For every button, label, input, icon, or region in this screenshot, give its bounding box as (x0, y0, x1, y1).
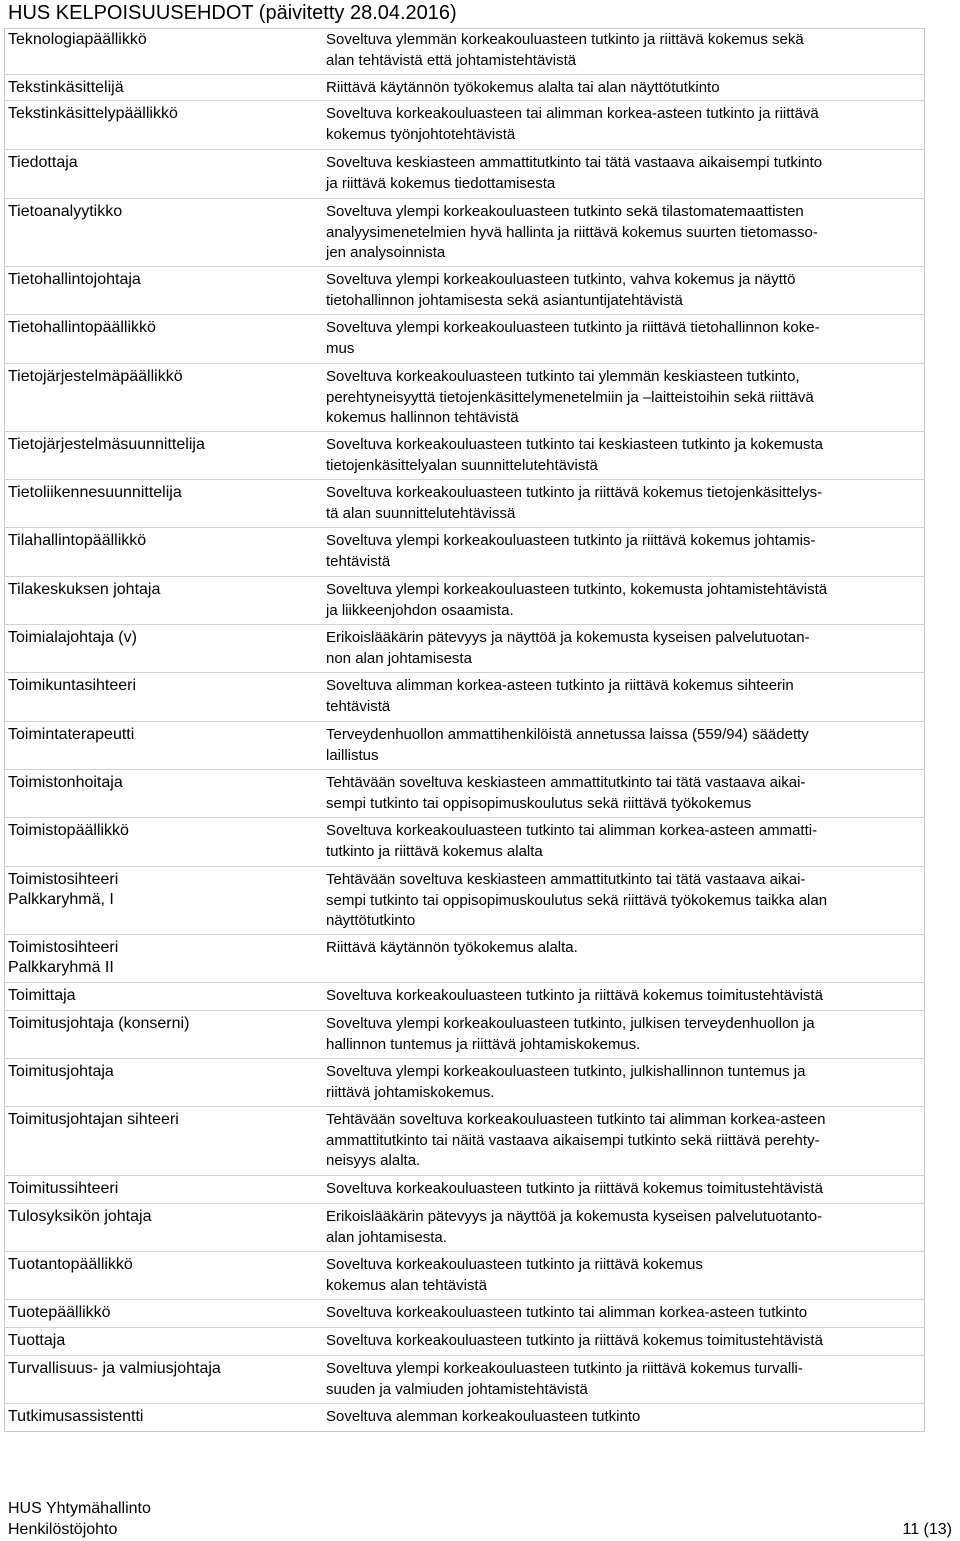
row-divider (4, 527, 925, 528)
requirement-line: sempi tutkinto tai oppisopimuskoulutus sekä riittävä työkokemus (326, 794, 752, 812)
requirement-line: Riittävä käytännön työkokemus alalta. (326, 939, 578, 956)
job-title-line: Tietohallintopäällikkö (8, 319, 156, 336)
requirement-line: laillistus (326, 746, 379, 764)
requirement-line: kokemus hallinnon tehtävistä (326, 409, 519, 426)
row-divider (4, 266, 925, 267)
job-title (8, 580, 308, 600)
requirement-line: tä alan suunnittelutehtävissä (326, 504, 516, 522)
qualification-requirement (326, 483, 922, 524)
job-title (8, 628, 308, 648)
row-divider (4, 149, 925, 150)
job-title-line: Toimitusjohtajan sihteeri (8, 1111, 179, 1128)
requirement-line: Soveltuva korkeakouluasteen tutkinto ja riittävä kokemus tietojenkäsittelys- (326, 484, 823, 501)
job-title (8, 773, 308, 793)
row-divider (4, 1327, 925, 1328)
requirement-line: Erikoislääkärin pätevyys ja näyttöä ja kokemusta kyseisen palvelutuotanto- (326, 1208, 823, 1225)
requirement-line: Soveltuva korkeakouluasteen tutkinto ja riittävä kokemus (326, 1256, 703, 1273)
job-title-line: Palkkaryhmä, I (8, 891, 114, 908)
job-title-line: Tuottaja (8, 1332, 66, 1349)
requirement-line: kokemus alan tehtävistä (326, 1276, 487, 1294)
job-title (8, 1359, 308, 1379)
qualification-requirement (326, 1014, 922, 1055)
job-title (8, 483, 308, 503)
requirement-line: Soveltuva korkeakouluasteen tai alimman korkea-asteen tutkinto ja riittävä (326, 105, 819, 122)
job-title-line: Tekstinkäsittelijä (8, 79, 124, 96)
requirement-line: suuden ja valmiuden johtamistehtävistä (326, 1380, 588, 1398)
requirement-line: non alan johtamisesta (326, 649, 472, 667)
page-number: 11 (13) (902, 1521, 952, 1538)
requirement-line: Soveltuva korkeakouluasteen tutkinto tai alimman korkea-asteen ammatti- (326, 822, 818, 839)
row-divider (4, 1355, 925, 1356)
job-title-line: Toimitusjohtaja (8, 1063, 114, 1080)
qualification-requirement (326, 318, 922, 359)
job-title-line: Tiedottaja (8, 154, 78, 171)
footer-organization: HUS Yhtymähallinto (8, 1500, 151, 1517)
requirement-line: alan tehtävistä että johtamistehtävistä (326, 51, 577, 69)
qualification-requirement (326, 725, 922, 766)
job-title-line: Toimitussihteeri (8, 1180, 119, 1197)
requirement-line: näyttötutkinto (326, 912, 416, 929)
requirement-line: jen analysoinnista (326, 244, 446, 261)
page-title: HUS KELPOISUUSEHDOT (päivitetty 28.04.2016) (8, 2, 457, 24)
row-divider (4, 479, 925, 480)
requirement-line: Soveltuva korkeakouluasteen tutkinto ja riittävä kokemus toimitustehtävistä (326, 987, 823, 1004)
requirement-line: sempi tutkinto tai oppisopimuskoulutus sekä riittävä työkokemus taikka alan (326, 891, 828, 909)
job-title (8, 367, 308, 387)
requirement-line: Soveltuva alemman korkeakouluasteen tutkinto (326, 1408, 641, 1425)
qualification-requirement (326, 30, 922, 71)
job-title-line: Toimistosihteeri (8, 871, 119, 888)
row-divider (4, 314, 925, 315)
row-divider (4, 1175, 925, 1176)
row-divider (4, 769, 925, 770)
requirement-line: Soveltuva ylempi korkeakouluasteen tutkinto ja riittävä kokemus johtamis- (326, 532, 816, 549)
qualification-requirement (326, 367, 922, 429)
job-title-line: Tietoliikennesuunnittelija (8, 484, 182, 501)
qualification-requirement (326, 270, 922, 311)
qualification-requirement (326, 986, 922, 1007)
row-divider (4, 100, 925, 101)
job-title (8, 78, 308, 98)
job-title (8, 153, 308, 173)
row-divider (4, 1299, 925, 1300)
requirement-line: Soveltuva korkeakouluasteen tutkinto ja riittävä kokemus toimitustehtävistä (326, 1180, 823, 1197)
job-title-line: Toimitusjohtaja (konserni) (8, 1015, 190, 1032)
job-title-line: Tuotantopäällikkö (8, 1256, 133, 1273)
requirement-line: Soveltuva korkeakouluasteen tutkinto tai alimman korkea-asteen tutkinto (326, 1304, 808, 1321)
job-title (8, 1014, 308, 1034)
job-title-line: Turvallisuus- ja valmiusjohtaja (8, 1360, 221, 1377)
requirement-line: tehtävistä (326, 552, 391, 570)
job-title (8, 1207, 308, 1227)
row-divider (4, 198, 925, 199)
requirement-line: Tehtävään soveltuva korkeakouluasteen tutkinto tai alimman korkea-asteen (326, 1111, 826, 1128)
qualification-requirement (326, 773, 922, 814)
requirement-line: Soveltuva korkeakouluasteen tutkinto tai keskiasteen tutkinto ja kokemusta (326, 436, 823, 453)
requirement-line: Terveydenhuollon ammattihenkilöistä annetussa laissa (559/94) säädetty (326, 726, 809, 743)
qualification-requirement (326, 1207, 922, 1248)
job-title (8, 270, 308, 290)
job-title (8, 870, 308, 910)
qualification-requirement (326, 580, 922, 621)
job-title (8, 1179, 308, 1199)
row-divider (4, 817, 925, 818)
row-divider (4, 982, 925, 983)
requirement-line: neisyys alalta. (326, 1152, 421, 1169)
requirement-line: alan johtamisesta. (326, 1228, 447, 1246)
requirement-line: Soveltuva ylempi korkeakouluasteen tutkinto, vahva kokemus ja näyttö (326, 271, 796, 288)
job-title-line: Tekstinkäsittelypäällikkö (8, 105, 178, 122)
requirement-line: Tehtävään soveltuva keskiasteen ammattitutkinto tai tätä vastaava aikai- (326, 871, 806, 888)
qualification-requirement (326, 1255, 922, 1296)
requirement-line: perehtyneisyyttä tietojenkäsittelymenetelmiin ja –laitteistoihin sekä riittävä (326, 388, 814, 406)
requirement-line: ja liikkeenjohdon osaamista. (326, 601, 514, 619)
job-title-line: Toimintaterapeutti (8, 726, 135, 743)
job-title (8, 1255, 308, 1275)
row-divider (4, 624, 925, 625)
job-title-line: Toimistopäällikkö (8, 822, 129, 839)
job-title (8, 435, 308, 455)
job-title (8, 30, 308, 50)
job-title-line: Tietoanalyytikko (8, 203, 123, 220)
requirement-line: tutkinto ja riittävä kokemus alalta (326, 842, 543, 860)
requirement-line: ammattitutkinto tai näitä vastaava aikaisempi tutkinto sekä riittävä perehty- (326, 1131, 820, 1149)
requirement-line: tietohallinnon johtamisesta sekä asiantuntijatehtävistä (326, 291, 683, 309)
requirement-line: mus (326, 339, 355, 357)
requirement-line: Riittävä käytännön työkokemus alalta tai alan näyttötutkinto (326, 79, 720, 96)
job-title-line: Tulosyksikön johtaja (8, 1208, 152, 1225)
job-title (8, 1110, 308, 1130)
requirement-line: Soveltuva alimman korkea-asteen tutkinto ja riittävä kokemus sihteerin (326, 677, 794, 694)
qualification-requirement (326, 821, 922, 862)
job-title-line: Tilakeskuksen johtaja (8, 581, 161, 598)
job-title (8, 1331, 308, 1351)
qualification-requirement (326, 1062, 922, 1103)
requirement-line: Soveltuva ylemmän korkeakouluasteen tutkinto ja riittävä kokemus sekä (326, 31, 804, 48)
job-title (8, 1062, 308, 1082)
job-title-line: Teknologiapäällikkö (8, 31, 147, 48)
qualification-requirement (326, 202, 922, 264)
job-title (8, 938, 308, 978)
requirement-line: Tehtävään soveltuva keskiasteen ammattitutkinto tai tätä vastaava aikai- (326, 774, 806, 791)
requirement-line: Soveltuva korkeakouluasteen tutkinto tai ylemmän keskiasteen tutkinto, (326, 368, 800, 385)
row-divider (4, 1106, 925, 1107)
job-title-line: Tietojärjestelmäsuunnittelija (8, 436, 205, 453)
job-title (8, 1303, 308, 1323)
qualification-requirement (326, 870, 922, 932)
qualification-requirement (326, 676, 922, 717)
qualification-requirement (326, 104, 922, 145)
qualification-requirement (326, 435, 922, 476)
requirement-line: Soveltuva ylempi korkeakouluasteen tutkinto, julkishallinnon tuntemus ja (326, 1063, 806, 1080)
job-title-line: Toimialajohtaja (v) (8, 629, 137, 646)
requirement-line: Soveltuva ylempi korkeakouluasteen tutkinto sekä tilastomatemaattisten (326, 203, 804, 220)
row-divider (4, 866, 925, 867)
qualification-requirement (326, 531, 922, 572)
row-divider (4, 74, 925, 75)
qualification-requirement (326, 78, 922, 99)
qualification-requirement (326, 628, 922, 669)
qualification-requirement (326, 1303, 922, 1324)
job-title (8, 821, 308, 841)
row-divider (4, 1403, 925, 1404)
requirement-line: Soveltuva ylempi korkeakouluasteen tutkinto, julkisen terveydenhuollon ja (326, 1015, 815, 1032)
qualification-requirement (326, 1407, 922, 1428)
job-title (8, 531, 308, 551)
qualification-requirement (326, 1331, 922, 1352)
requirement-line: Soveltuva korkeakouluasteen tutkinto ja riittävä kokemus toimitustehtävistä (326, 1332, 823, 1349)
requirement-line: kokemus työnjohtotehtävistä (326, 125, 516, 143)
qualification-requirement (326, 1179, 922, 1200)
row-divider (4, 1203, 925, 1204)
row-divider (4, 1251, 925, 1252)
requirement-line: riittävä johtamiskokemus. (326, 1083, 495, 1101)
job-title-line: Tuotepäällikkö (8, 1304, 111, 1321)
requirement-line: Soveltuva ylempi korkeakouluasteen tutkinto ja riittävä tietohallinnon koke- (326, 319, 820, 336)
job-title (8, 104, 308, 124)
row-divider (4, 672, 925, 673)
job-title-line: Tilahallintopäällikkö (8, 532, 147, 549)
job-title-line: Tietojärjestelmäpäällikkö (8, 368, 183, 385)
qualification-requirement (326, 1110, 922, 1172)
requirement-line: tehtävistä (326, 697, 391, 715)
requirement-line: Erikoislääkärin pätevyys ja näyttöä ja kokemusta kyseisen palvelutuotan- (326, 629, 810, 646)
requirement-line: Soveltuva ylempi korkeakouluasteen tutkinto, kokemusta johtamistehtävistä (326, 581, 828, 598)
requirement-line: ja riittävä kokemus tiedottamisesta (326, 174, 556, 192)
job-title-line: Toimistonhoitaja (8, 774, 123, 791)
job-title-line: Tietohallintojohtaja (8, 271, 141, 288)
job-title (8, 202, 308, 222)
requirement-line: Soveltuva keskiasteen ammattitutkinto tai tätä vastaava aikaisempi tutkinto (326, 154, 823, 171)
row-divider (4, 1058, 925, 1059)
row-divider (4, 431, 925, 432)
requirement-line: hallinnon tuntemus ja riittävä johtamiskokemus. (326, 1035, 641, 1053)
job-title-line: Toimistosihteeri (8, 939, 119, 956)
job-title-line: Tutkimusassistentti (8, 1408, 144, 1425)
job-title (8, 1407, 308, 1427)
row-divider (4, 363, 925, 364)
job-title (8, 725, 308, 745)
requirement-line: Soveltuva ylempi korkeakouluasteen tutkinto ja riittävä kokemus turvalli- (326, 1360, 803, 1377)
qualification-requirement (326, 1359, 922, 1400)
row-divider (4, 934, 925, 935)
qualification-requirement (326, 153, 922, 194)
job-title-line: Toimittaja (8, 987, 76, 1004)
job-title (8, 318, 308, 338)
requirement-line: tietojenkäsittelyalan suunnittelutehtävistä (326, 456, 598, 474)
job-title-line: Palkkaryhmä II (8, 959, 114, 976)
row-divider (4, 1010, 925, 1011)
job-title (8, 676, 308, 696)
job-title (8, 986, 308, 1006)
job-title-line: Toimikuntasihteeri (8, 677, 137, 694)
requirement-line: analyysimenetelmien hyvä hallinta ja riittävä kokemus suurten tietomasso- (326, 223, 818, 241)
footer-unit: Henkilöstöjohto (8, 1521, 118, 1538)
row-divider (4, 576, 925, 577)
row-divider (4, 721, 925, 722)
qualification-requirement (326, 938, 922, 959)
